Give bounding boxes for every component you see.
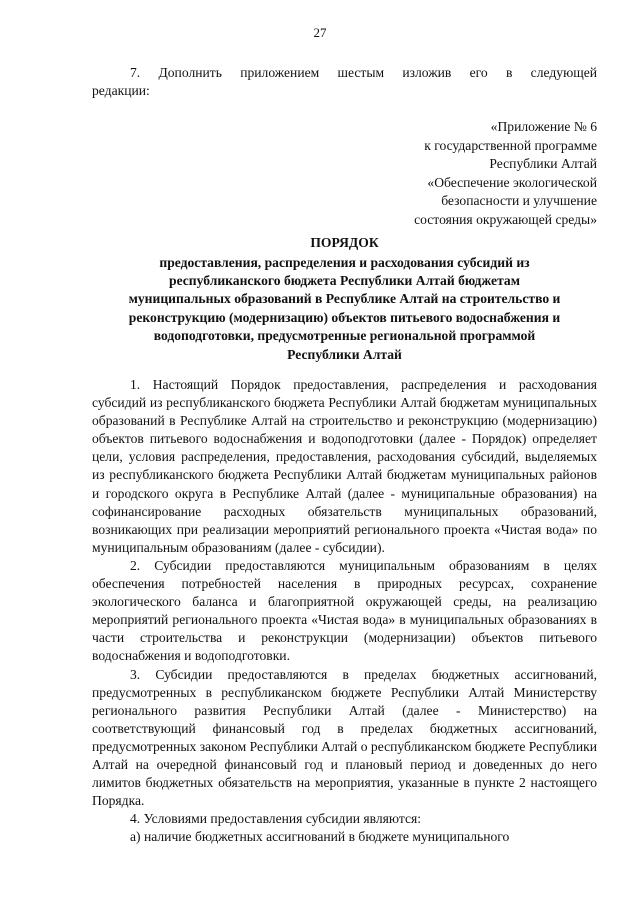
annex-line: безопасности и улучшение (441, 193, 597, 209)
annex-line: к государственной программе (424, 137, 597, 153)
paragraph-3: 3. Субсидии предоставляются в пределах бюджетных ассигнований, предусмотренных в республиканском бюджете Республики Алтай Министерству регионального развития Республики Алтай (далее - Министерство) на соответствующий финансовый год в пределах бюджетных ассигнований, предусмотренных законом Республики Алтай о республиканском бюджете Республики Алтай на очередной финансовый год и плановый период и доведенных до него лимитов бюджетных обязательств на мероприятия, указанные в пункте 2 настоящего Порядка. (92, 666, 597, 809)
annex-header (414, 118, 597, 230)
annex-line: состояния окружающей среды» (414, 211, 597, 227)
subtitle-line: реконструкцию (модернизацию) объектов питьевого водоснабжения и (128, 309, 561, 325)
amendment-intro-line-2: редакции: (92, 82, 150, 98)
subtitle-line: республиканского бюджета Республики Алтай бюджетам (169, 273, 520, 288)
amendment-intro-line-1: 7. Дополнить приложением шестым изложив его в следующей (130, 65, 597, 80)
document-subtitle (92, 254, 597, 364)
annex-line: «Приложение № 6 (490, 119, 597, 134)
amendment-intro (92, 64, 597, 99)
subtitle-line: муниципальных образований в Республике Алтай на строительство и (128, 291, 561, 307)
annex-line: Республики Алтай (489, 156, 597, 172)
subtitle-line: Республики Алтай (287, 346, 402, 362)
page-number: 27 (313, 25, 327, 40)
document-body (92, 376, 597, 846)
paragraph-2: 2. Субсидии предоставляются муниципальным образованиям в целях обеспечения потребностей населения в природных ресурсах, сохранение экологического баланса и благоприятной окружающей среды, на реализацию мероприятий регионального проекта «Чистая вода» в муниципальных образованиях в части строительства и реконструкции (модернизации) объектов питьевого водоснабжения и водоподготовки. (92, 557, 597, 664)
document-title-block (92, 234, 597, 364)
paragraph-4a: а) наличие бюджетных ассигнований в бюджете муниципального (130, 829, 510, 845)
subtitle-line: водоподготовки, предусмотренные региональной программой (153, 328, 536, 344)
paragraph-1: 1. Настоящий Порядок предоставления, распределения и расходования субсидий из республиканского бюджета Республики Алтай бюджетам муниципальных образований в Республике Алтай на строительство и реконструкцию (модернизацию) объектов питьевого водоснабжения и водоподготовки (далее - Порядок) определяет цели, условия распределения, предоставления, расходования субсидий, выделяемых из республиканского бюджета Республики Алтай бюджетам муниципальных районов и городского округа в Республике Алтай (далее - муниципальные образования) на софинансирование расходных обязательств муниципальных образований, возникающих при реализации мероприятий регионального проекта «Чистая вода» по муниципальным образованиям (далее - субсидии). (92, 377, 597, 555)
document-title: ПОРЯДОК (310, 235, 379, 250)
annex-line: «Обеспечение экологической (427, 174, 597, 190)
paragraph-4: 4. Условиями предоставления субсидии являются: (130, 811, 422, 827)
subtitle-line: предоставления, распределения и расходования субсидий из (159, 254, 530, 270)
